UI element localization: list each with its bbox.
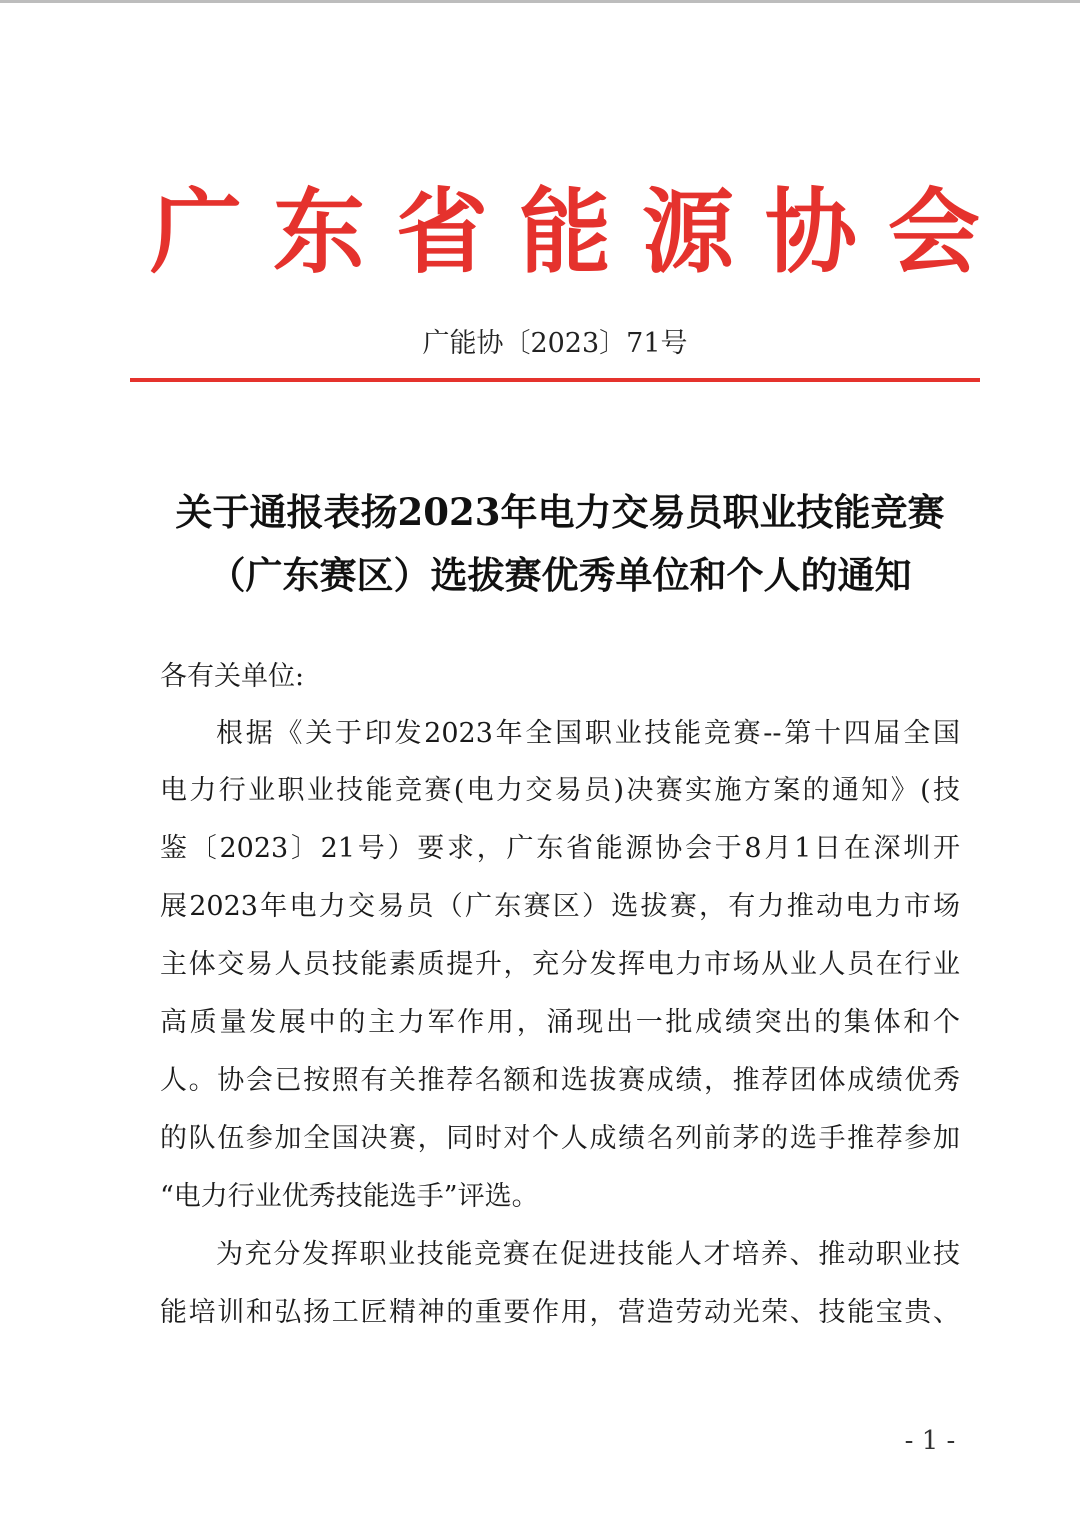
organization-char: 源: [641, 178, 734, 286]
paragraph-1-line: 人。协会已按照有关推荐名额和选拔赛成绩，推荐团体成绩优秀: [160, 1065, 960, 1096]
paragraph-1-line: 高质量发展中的主力军作用，涌现出一批成绩突出的集体和个: [160, 1007, 960, 1038]
paragraph-2-line: 能培训和弘扬工匠精神的重要作用，营造劳动光荣、技能宝贵、: [160, 1297, 960, 1328]
paragraph-1-line: 主体交易人员技能素质提升，充分发挥电力市场从业人员在行业: [160, 949, 960, 980]
organization-char: 东: [272, 178, 365, 286]
paragraph-1-line: 展2023年电力交易员（广东赛区）选拔赛，有力推动电力市场: [160, 891, 960, 922]
paragraph-1-line: 根据《关于印发2023年全国职业技能竞赛--第十四届全国: [216, 718, 960, 749]
page-number: - 1 -: [904, 1426, 956, 1456]
paragraph-1-line: 的队伍参加全国决赛，同时对个人成绩名列前茅的选手推荐参加: [160, 1123, 960, 1154]
scan-top-edge: [0, 0, 1080, 3]
document-number: 广能协〔2023〕71号: [422, 328, 688, 359]
notice-title-line-1: 关于通报表扬2023年电力交易员职业技能竞赛: [175, 490, 945, 534]
organization-char: 协: [764, 178, 857, 286]
header-divider: [130, 378, 980, 382]
salutation: 各有关单位:: [160, 661, 305, 692]
paragraph-2-line: 为充分发挥职业技能竞赛在促进技能人才培养、推动职业技: [216, 1239, 960, 1270]
paragraph-1-line: 电力行业职业技能竞赛(电力交易员)决赛实施方案的通知》(技: [160, 775, 960, 806]
notice-title-line-2: （广东赛区）选拔赛优秀单位和个人的通知: [208, 553, 912, 597]
organization-char: 广: [150, 178, 243, 286]
paragraph-1-line: “电力行业优秀技能选手”评选。: [160, 1181, 539, 1212]
organization-char: 会: [887, 178, 980, 286]
organization-name: [150, 178, 980, 286]
organization-char: 能: [518, 178, 611, 286]
organization-char: 省: [395, 178, 488, 286]
paragraph-1-line: 鉴〔2023〕21号）要求，广东省能源协会于8月1日在深圳开: [160, 833, 960, 864]
